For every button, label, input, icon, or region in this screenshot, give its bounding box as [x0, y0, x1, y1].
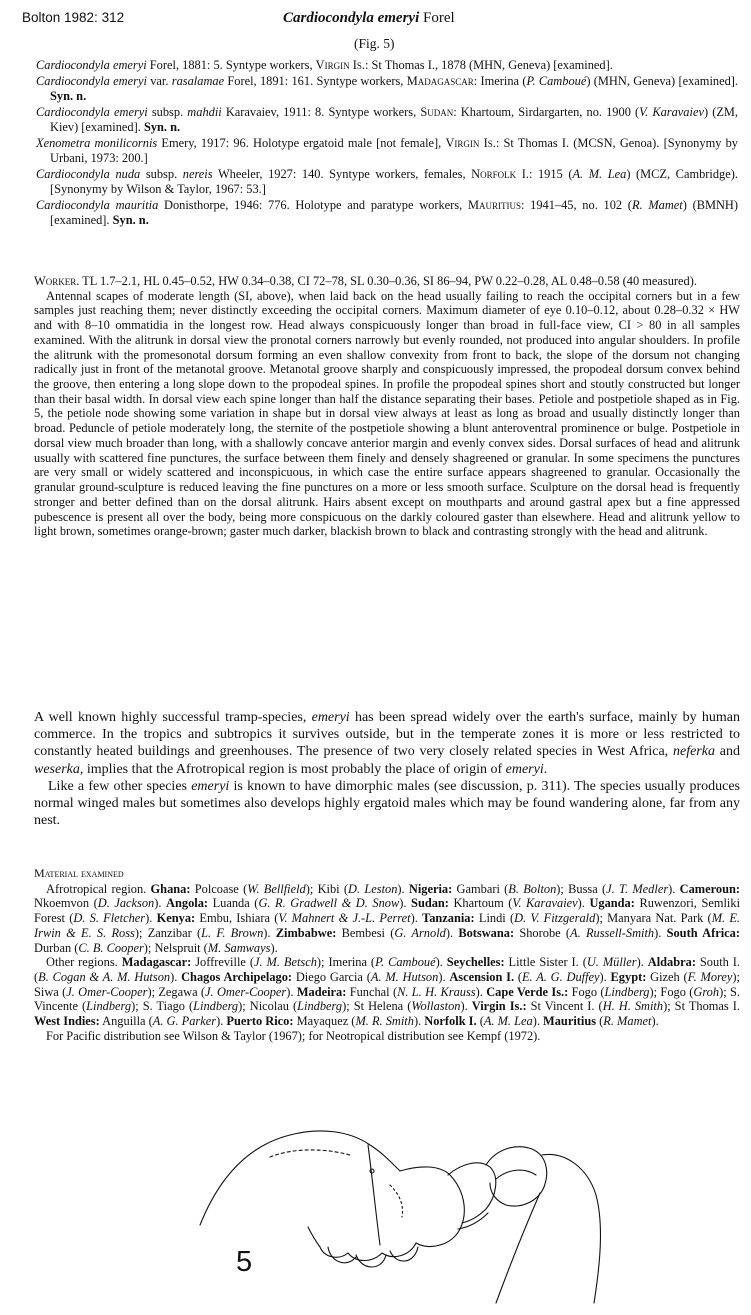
species-epithet: weserka — [34, 761, 80, 777]
text-run: ); Kibi ( — [305, 881, 349, 896]
synonym-entry — [36, 198, 738, 227]
propodeum-line — [368, 1145, 380, 1245]
locality-country: Mauritius — [467, 198, 521, 213]
text-run: ) (MCZ, Cambridge). [Synonymy by Wilson & Taylor, 1967: 53.] — [50, 167, 738, 196]
country-label: Sudan: — [411, 896, 449, 911]
text-run: ) (BMNH) [examined]. — [50, 198, 739, 227]
material-examined-section — [34, 866, 740, 1043]
text-run: Emery, 1917: 96. Holotype ergatoid male [not female], — [157, 136, 446, 151]
text-run: ). — [286, 984, 297, 999]
text-run: ). — [577, 896, 590, 911]
locality-text: Embu, Ishiara ( — [195, 911, 279, 926]
text-run: A well known highly successful tramp-species, — [34, 710, 312, 725]
country-label: Tanzania: — [422, 911, 475, 926]
text-run: ). — [651, 1014, 659, 1029]
species-author: Forel — [422, 10, 455, 26]
discussion-paragraph-2 — [34, 778, 740, 830]
text-run: ). — [599, 969, 611, 984]
synonymy-note: Syn. n. — [50, 88, 87, 103]
alitrunk-outline — [200, 1131, 464, 1261]
species-epithet: emeryi — [191, 778, 230, 794]
country-label: Chagos Archipelago: — [181, 969, 293, 984]
text-run: Like a few other species — [48, 778, 192, 794]
text-run: : Imerina ( — [473, 74, 527, 89]
locality-text: Diego Garcia ( — [292, 969, 371, 984]
taxon-name: Cardiocondyla nuda — [36, 167, 141, 182]
collector-name: L. F. Brown — [201, 925, 264, 940]
region-label: Other regions. — [46, 955, 118, 970]
sculpture-line — [390, 1185, 403, 1217]
synonym-entry — [36, 167, 738, 196]
collector-name: U. Müller — [586, 955, 637, 970]
locality-text: Shorobe ( — [514, 925, 571, 940]
locality-text: Ruwenzori, Semliki Forest ( — [34, 896, 741, 926]
collector-name: A. M. Hutson — [370, 969, 439, 984]
collector-name: V. Karavaiev — [512, 896, 578, 911]
synonym-entry — [36, 105, 738, 134]
collector-name: J. Omer-Cooper — [205, 984, 287, 999]
text-run: . — [543, 761, 548, 777]
country-label: Norfolk I. — [424, 1014, 477, 1029]
locality-text: Luanda ( — [208, 896, 259, 911]
country-label: Ascension I. — [449, 969, 515, 984]
text-run: , implies that the Afrotropical region is most probably the place of origin of — [79, 761, 506, 777]
locality-text: ( — [514, 969, 522, 984]
locality-text: Polcoase ( — [190, 881, 248, 896]
text-run: Wheeler, 1927: 140. Syntype workers, females, — [212, 167, 472, 182]
collector-name: J. M. Betsch — [253, 955, 317, 970]
text-run: ). — [445, 925, 459, 940]
country-label: Seychelles: — [446, 955, 505, 970]
text-run: ); Manyara Nat. Park ( — [595, 911, 712, 926]
text-run: ). — [668, 881, 680, 896]
collector-name: M. Samways — [207, 940, 271, 955]
locality-text: St Vincent I. ( — [526, 999, 603, 1014]
country-label: Angola: — [166, 896, 209, 911]
locality-text: Funchal ( — [346, 984, 398, 999]
text-run: ) (ZM, Kiev) [examined]. — [50, 105, 739, 134]
country-label: South Africa: — [666, 925, 740, 940]
collector-name: D. V. Fitzgerald — [514, 911, 596, 926]
text-run: ). — [170, 969, 182, 984]
text-run: Forel, 1891: 161. Syntype workers, — [224, 74, 407, 89]
country-label: Virgin Is.: — [471, 999, 527, 1014]
collector-name: H. H. Smith — [602, 999, 664, 1014]
text-run: : St Thomas I. (MCSN, Genoa). [Synonymy by Urbani, 1973: 200.] — [50, 136, 738, 165]
collector-name: Lindberg — [297, 999, 343, 1014]
taxon-name: Cardiocondyla emeryi — [36, 105, 148, 120]
species-title — [283, 10, 455, 27]
text-run: ); Bussa ( — [556, 881, 607, 896]
distribution-note: For Pacific distribution see Wilson & Taylor (1967); for Neotropical distribution see Kempf (1972). — [46, 1028, 541, 1043]
locality-text: Bembesi ( — [336, 925, 395, 940]
text-run: ); S. Vincente ( — [34, 984, 740, 1014]
collector-name: B. Bolton — [508, 881, 557, 896]
text-run: var. — [146, 74, 172, 89]
taxon-name: Xenometra monilicornis — [36, 136, 158, 151]
taxon-name: rasalamae — [171, 74, 225, 89]
locality-text: South I. ( — [34, 955, 741, 984]
taxon-name: nereis — [182, 167, 213, 182]
text-run: ). — [270, 940, 278, 955]
text-run: : Khartoum, Sirdargarten, no. 1900 ( — [453, 105, 640, 120]
species-epithet: emeryi — [311, 710, 350, 725]
locality-text: Fogo ( — [568, 984, 605, 999]
country-label: Mauritius — [543, 1014, 597, 1029]
text-run: ); Imerina ( — [316, 955, 376, 970]
collector-name: M. E. Irwin & E. S. Ross — [34, 911, 741, 940]
text-run: : 1941–45, no. 102 ( — [520, 198, 632, 213]
spiracle-dot — [370, 1169, 374, 1173]
afrotropical-records — [34, 882, 740, 956]
locality-country: Virgin Is. — [445, 136, 496, 151]
synonym-entry — [36, 74, 738, 103]
locality-text: Nkoemvon ( — [34, 896, 98, 911]
locality-country: Virgin Is. — [315, 58, 365, 72]
text-run: subsp. — [140, 167, 183, 182]
text-run: : 1915 ( — [528, 167, 573, 182]
locality-text: Little Sister I. ( — [504, 955, 587, 970]
collector-name: A. M. Lea — [572, 167, 627, 182]
metanotal-groove — [270, 1150, 350, 1157]
text-run: and — [714, 744, 740, 760]
country-label: Zimbabwe: — [275, 925, 337, 940]
text-run: ). — [435, 955, 447, 970]
text-run: ); St Helena ( — [342, 999, 412, 1014]
figure-reference: (Fig. 5) — [354, 36, 395, 51]
text-run: Karavaiev, 1911: 8. Syntype workers, — [221, 105, 421, 120]
country-label: Puerto Rico: — [226, 1014, 294, 1029]
country-label: West Indies: — [34, 1014, 100, 1029]
text-run: ). — [413, 1014, 425, 1029]
taxon-name: Cardiocondyla emeryi — [36, 58, 147, 72]
collector-name: D. Leston — [348, 881, 398, 896]
ant-petiole-figure — [190, 1105, 610, 1305]
text-run: ); S. Tiago ( — [131, 999, 194, 1014]
locality-text: ( — [596, 1014, 604, 1029]
discussion-paragraph-1 — [34, 709, 740, 778]
text-run: is known to have dimorphic males (see discussion, p. 311). The species usually produces normal winged males but sometimes also develops highly ergatoid males which may be found wandering alone, far from any nest. — [34, 778, 740, 829]
text-run: ); Fogo ( — [649, 984, 694, 999]
locality-country: Madagascar — [406, 74, 474, 89]
taxon-name: mahdii — [187, 105, 222, 120]
locality-country: Norfolk I. — [471, 167, 529, 182]
locality-text: Lindi ( — [474, 911, 515, 926]
text-run: ). — [410, 911, 423, 926]
locality-country: Sudan — [420, 105, 454, 120]
text-run: ). — [460, 999, 472, 1014]
locality-text: Khartoum ( — [448, 896, 513, 911]
collector-name: Lindberg — [193, 999, 239, 1014]
collector-name: B. Cogan & A. M. Hutson — [38, 969, 171, 984]
synonym-entry — [36, 136, 738, 165]
collector-name: A. G. Parker — [152, 1014, 217, 1029]
text-run: ). — [154, 896, 167, 911]
locality-text: Gizeh ( — [646, 969, 688, 984]
leg-base-1 — [328, 1247, 356, 1263]
collector-name: G. Arnold — [394, 925, 446, 940]
postpetiole-inner — [496, 1170, 536, 1179]
country-label: Egypt: — [610, 969, 647, 984]
collector-name: M. R. Smith — [355, 1014, 414, 1029]
collector-name: V. Karavaiev — [639, 105, 704, 120]
collector-name: A. Russell-Smith — [570, 925, 655, 940]
locality-text: Mayaquez ( — [293, 1014, 356, 1029]
collector-name: G. R. Gradwell & D. Snow — [258, 896, 400, 911]
text-run: ). — [475, 984, 487, 999]
country-label: Nigeria: — [408, 881, 453, 896]
text-run: : St Thomas I., 1878 (MHN, Geneva) [examined]. — [364, 58, 613, 72]
country-label: Cameroun: — [679, 881, 740, 896]
measurements-text: TL 1.7–2.1, HL 0.45–0.52, HW 0.34–0.38, CI 72–78, SL 0.30–0.36, SI 86–94, PW 0.22–0.28, AL 0.48–0.58 (40 measured). — [79, 274, 697, 288]
locality-text: ( — [476, 1014, 484, 1029]
text-run: Forel, 1881: 5. Syntype workers, — [146, 58, 316, 72]
species-name: Cardiocondyla emeryi — [283, 10, 420, 26]
collector-name: V. Mahnert & J.-L. Perret — [278, 911, 411, 926]
text-run: ); Zegawa ( — [147, 984, 206, 999]
collector-name: Lindberg — [86, 999, 132, 1014]
text-run: Donisthorpe, 1946: 776. Holotype and paratype workers, — [158, 198, 468, 213]
text-run: ); Zanzibar ( — [134, 925, 202, 940]
species-epithet: emeryi — [505, 761, 544, 777]
synonymy-list — [36, 58, 738, 229]
collector-name: N. L. H. Krauss — [397, 984, 476, 999]
country-label: Uganda: — [589, 896, 635, 911]
leg-base-2 — [356, 1255, 386, 1267]
collector-name: R. Mamet — [603, 1014, 652, 1029]
text-run: has been spread widely over the earth's surface, mainly by human commerce. In the tropics and subtropics it survives outside, but in the temperate zones it is more or less restricted to constantly heated buildings and greenhouses. The presence of two very closely related species in West Africa, — [34, 710, 740, 760]
collector-name: J. Omer-Cooper — [66, 984, 148, 999]
region-label: Afrotropical region. — [46, 881, 147, 896]
locality-text: Gambari ( — [452, 881, 509, 896]
collector-name: C. B. Cooper — [78, 940, 144, 955]
collector-name: W. Bellfield — [247, 881, 306, 896]
page-reference: Bolton 1982: 312 — [22, 10, 125, 25]
gaster-underside — [496, 1193, 540, 1303]
text-run: ) (MHN, Geneva) [examined]. — [586, 74, 739, 89]
collector-name: D. S. Fletcher — [73, 911, 146, 926]
collector-name: A. M. Lea — [483, 1014, 533, 1029]
text-run: ). — [397, 881, 409, 896]
worker-morphology-text: Antennal scapes of moderate length (SI, above), when laid back on the head usually failing to reach the occipital corners but in a few samples just reaching them; never distinctly exceeding the occipital corners. Maximum diameter of eye 0.10–0.12, about 0.28–0.32 × HW and with 8–10 ommatidia in the longest row. Head always conspicuously longer than broad in full-face view, CI > 80 in all samples examined. With the alitrunk in dorsal view the pronotal corners narrowly but evenly rounded, not produced into angular shoulders. In profile the alitrunk with the promesonotal dorsum forming an even shallow convexity from front to back, the slope of the dorsum not changing radically just in front of the metanotal groove. Metanotal groove sharply and conspicuously impressed, the propodeal dorsum convex behind the groove, then entering a long slope down to the propodeal spines. In profile the propodeal spines short and stoutly constructed but longer than their basal width. In dorsal view each spine longer than half the distance separating their bases. Petiole and postpetiole shaped as in Fig. 5, the petiole node showing some variation in shape but in dorsal view always at least as long as broad and usually distinctly longer than broad. Peduncle of petiole moderately long, the sternite of the postpetiole showing a blunt anteroventral prominence or bulge. Postpetiole in dorsal view much broader than long, with a shallowly concave anterior margin and evenly convex sides. Dorsal surfaces of head and alitrunk usually with scattered fine punctures, the surface between them finely and densely shagreened or granular. In some specimens the punctures are very small or widely scattered and inconspicuous, in which case the entire surface appears shagreened to granular. Occasionally the granular ground-sculpture is reduced leaving the fine punctures on a more or less smooth surface. Sculpture on the dorsal head is frequently stronger and better defined than on the dorsal alitrunk. Hairs absent except on mouthparts and around gastral apex but a fine appressed pubescence is present all over the body, being more conspicuous on the darkly coloured gaster than elsewhere. Head and alitrunk yellow to light brown, sometimes orange-brown; gaster much darker, blackish brown to black and contrasting strongly with the head and alitrunk. — [34, 288, 740, 539]
figure-number: 5 — [236, 1246, 253, 1278]
country-label: Cape Verde Is.: — [486, 984, 569, 999]
text-run: ); St Thomas I. — [663, 999, 740, 1014]
synonym-entry — [36, 58, 738, 73]
collector-name: D. Jackson — [97, 896, 155, 911]
text-run: ). — [438, 969, 450, 984]
collector-name: F. Morey — [687, 969, 733, 984]
species-epithet: neferka — [672, 744, 715, 760]
text-run: ). — [145, 911, 157, 926]
synonymy-note: Syn. n. — [143, 119, 181, 134]
text-run: ). — [532, 1014, 544, 1029]
collector-name: P. Camboué — [375, 955, 436, 970]
collector-name: P. Camboué — [526, 74, 587, 89]
text-run: ); Siwa ( — [34, 969, 740, 999]
text-run: ). — [263, 925, 276, 940]
text-run: subsp. — [147, 105, 188, 120]
collector-name: J. T. Medler — [606, 881, 669, 896]
country-label: Kenya: — [156, 911, 196, 926]
locality-text: Durban ( — [34, 940, 79, 955]
petiole-node — [448, 1163, 496, 1223]
worker-description — [34, 274, 740, 539]
locality-text: Joffreville ( — [191, 955, 254, 970]
taxon-name: Cardiocondyla emeryi — [36, 74, 147, 89]
other-region-records — [34, 955, 740, 1029]
country-label: Botswana: — [458, 925, 515, 940]
worker-label: Worker. — [34, 274, 80, 288]
worker-measurements — [34, 274, 740, 289]
synonymy-note: Syn. n. — [112, 212, 149, 227]
taxon-name: Cardiocondyla mauritia — [36, 198, 159, 213]
collector-name: Groh — [693, 984, 720, 999]
collector-name: R. Mamet — [631, 198, 683, 213]
gaster-outline — [542, 1154, 600, 1303]
country-label: Ghana: — [150, 881, 191, 896]
country-label: Madagascar: — [121, 955, 192, 970]
country-label: Aldabra: — [647, 955, 696, 970]
locality-text: Anguilla ( — [99, 1014, 153, 1029]
material-heading: Material examined — [34, 866, 124, 880]
text-run: ). — [654, 925, 667, 940]
text-run: ). — [216, 1014, 227, 1029]
text-run: ). — [399, 896, 412, 911]
collector-name: Wollaston — [411, 999, 461, 1014]
collector-name: Lindberg — [604, 984, 650, 999]
country-label: Madeira: — [296, 984, 347, 999]
discussion-section — [34, 709, 740, 829]
text-run: ). — [636, 955, 648, 970]
text-run: ); Nicolau ( — [238, 999, 298, 1014]
text-run: ); Nelspruit ( — [143, 940, 208, 955]
collector-name: E. A. G. Duffey — [521, 969, 600, 984]
